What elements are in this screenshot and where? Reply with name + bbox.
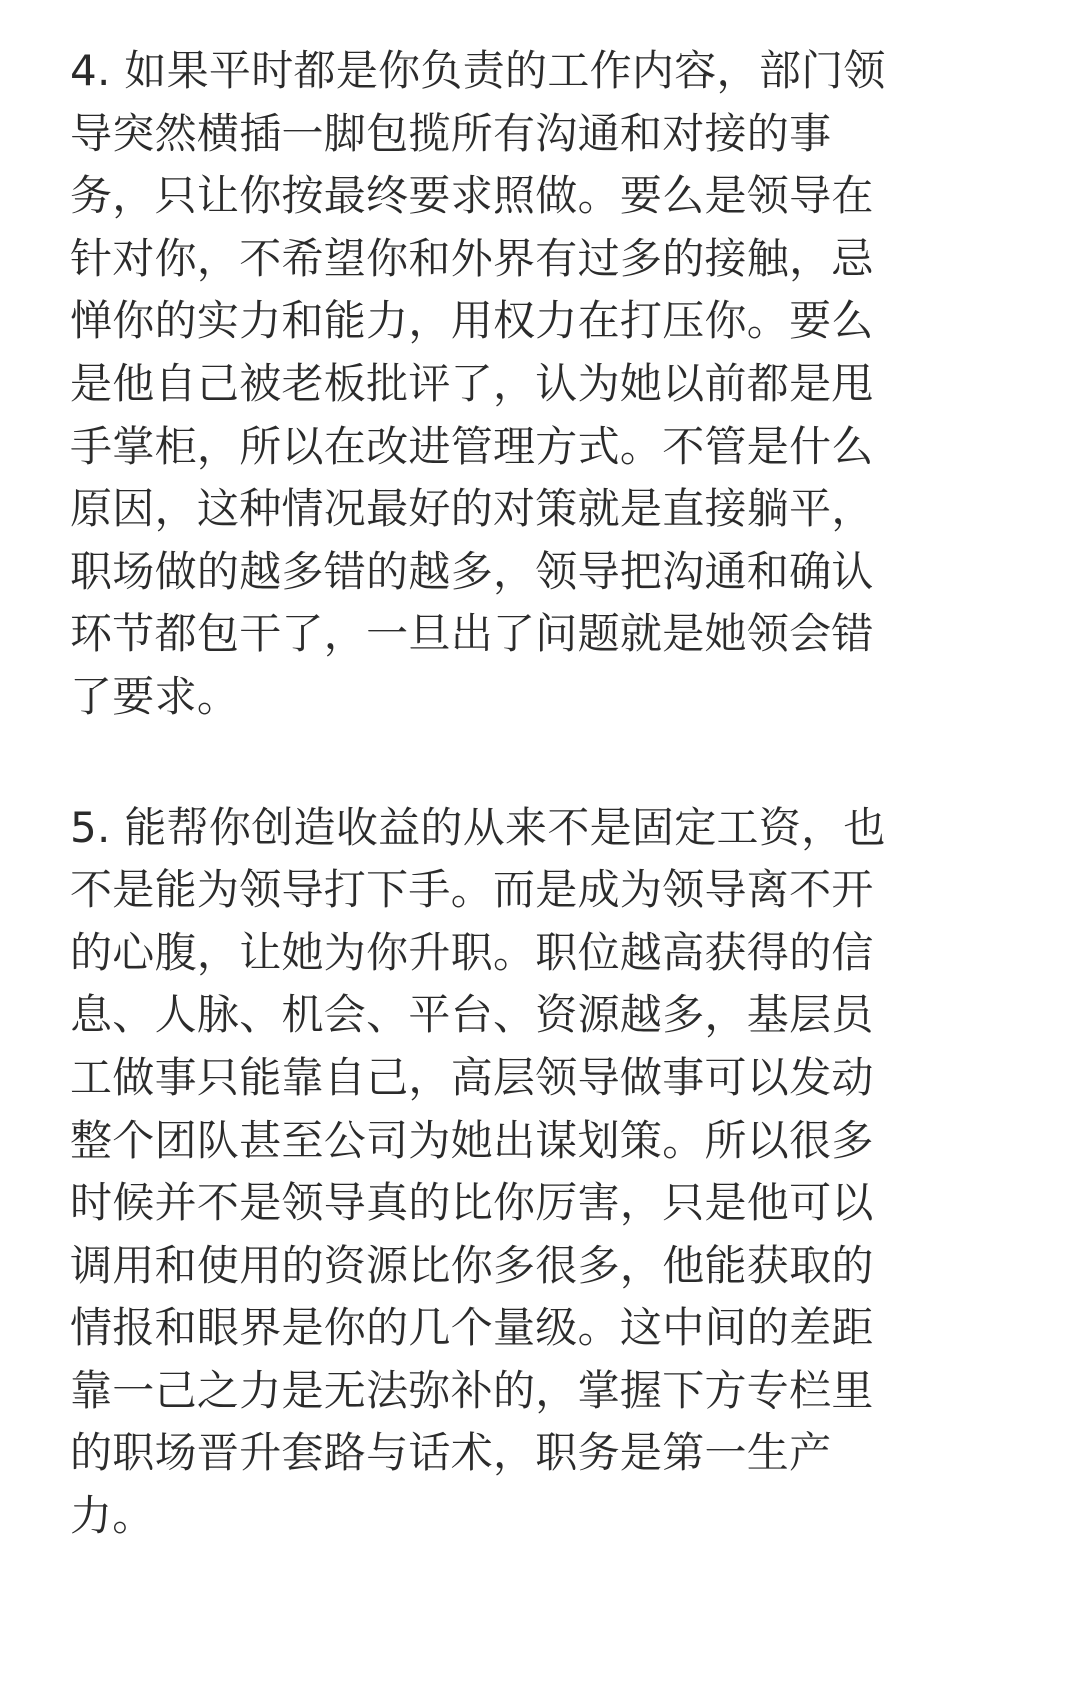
text-line: 是他自己被老板批评了，认为她以前都是甩 — [70, 358, 874, 408]
text-line: 整个团队甚至公司为她出谋划策。所以很多 — [70, 1115, 874, 1165]
article-body — [70, 40, 1060, 1548]
text-line: 不是能为领导打下手。而是成为领导离不开 — [70, 865, 874, 915]
text-line: 息、人脉、机会、平台、资源越多，基层员 — [70, 990, 874, 1040]
text-line: 惮你的实力和能力，用权力在打压你。要么 — [70, 296, 874, 346]
text-line: 了要求。 — [70, 671, 240, 721]
text-line: 的职场晋升套路与话术，职务是第一生产 — [70, 1428, 832, 1478]
text-line: 4. 如果平时都是你负责的工作内容，部门领 — [70, 46, 886, 95]
text-line: 针对你，不希望你和外界有过多的接触，忌 — [70, 233, 874, 283]
text-line: 时候并不是领导真的比你厉害，只是他可以 — [70, 1178, 874, 1228]
text-line: 环节都包干了，一旦出了问题就是她领会错 — [70, 609, 874, 659]
text-line: 情报和眼界是你的几个量级。这中间的差距 — [70, 1303, 874, 1353]
text-line: 的心腹，让她为你升职。职位越高获得的信 — [70, 927, 874, 977]
text-line: 工做事只能靠自己，高层领导做事可以发动 — [70, 1052, 874, 1102]
text-line: 手掌柜，所以在改进管理方式。不管是什么 — [70, 421, 874, 471]
paragraph-4 — [70, 40, 1060, 729]
text-line: 5. 能帮你创造收益的从来不是固定工资，也 — [70, 802, 886, 852]
text-line: 务，只让你按最终要求照做。要么是领导在 — [70, 171, 874, 221]
text-line: 靠一己之力是无法弥补的，掌握下方专栏里 — [70, 1365, 874, 1415]
text-line: 调用和使用的资源比你多很多，他能获取的 — [70, 1240, 874, 1290]
text-line: 职场做的越多错的越多，领导把沟通和确认 — [70, 546, 874, 596]
text-line: 力。 — [70, 1491, 155, 1541]
paragraph-5 — [70, 797, 1060, 1548]
text-line: 原因，这种情况最好的对策就是直接躺平， — [70, 484, 874, 534]
text-line: 导突然横插一脚包揽所有沟通和对接的事 — [70, 108, 832, 158]
